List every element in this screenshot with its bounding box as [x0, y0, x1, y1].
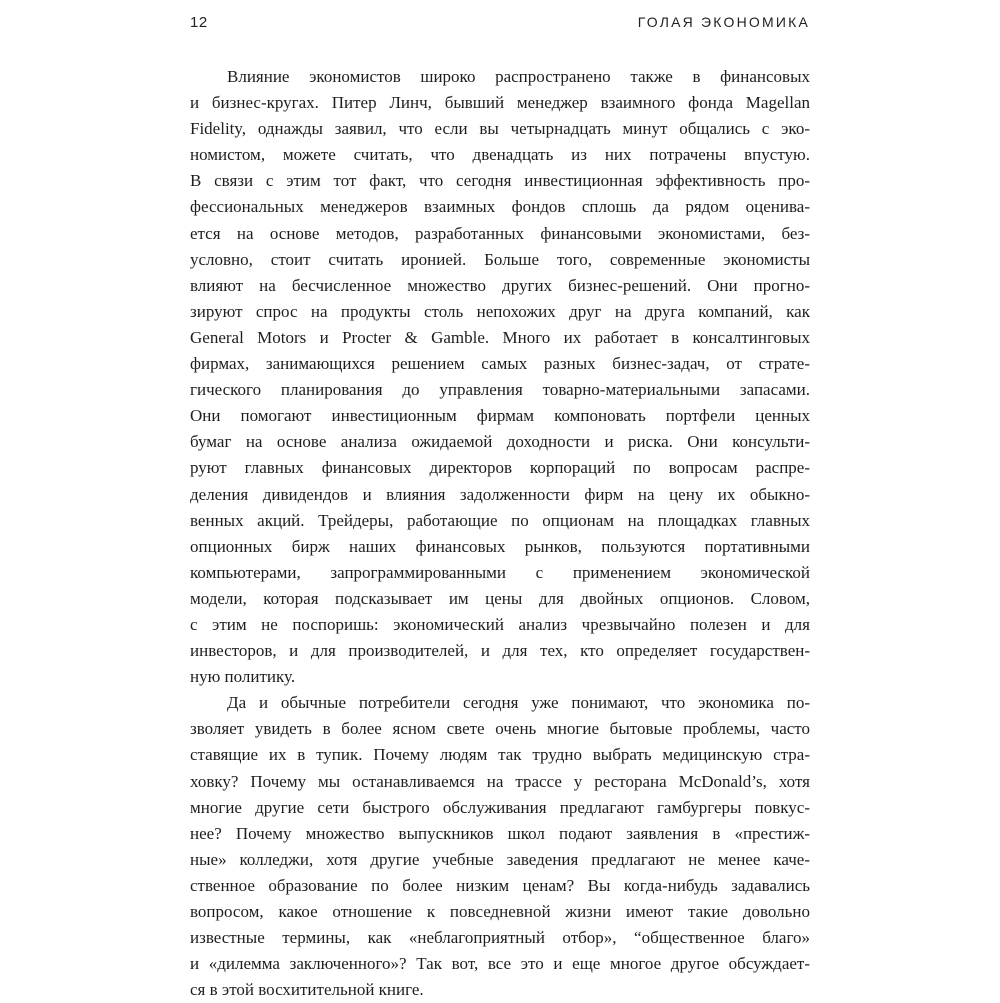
text-line: фессиональных менеджеров взаимных фондов сплошь да рядом оценива- — [190, 197, 810, 217]
text-line: влияют на бесчисленное множество других бизнес-решений. Они прогно- — [190, 275, 810, 295]
text-line: Влияние экономистов широко распространено также в финансовых — [227, 67, 810, 86]
text-line: опционных бирж наших финансовых рынков, пользуются портативными — [190, 536, 810, 556]
text-line: Они помогают инвестиционным фирмам компоновать портфели ценных — [190, 406, 810, 426]
text-line: с этим не поспоришь: экономический анализ чрезвычайно полезен и для — [190, 614, 810, 634]
body-text — [190, 64, 810, 1003]
paragraph — [190, 64, 810, 690]
text-line: модели, которая подсказывает им цены для двойных опционов. Словом, — [190, 588, 810, 608]
text-line: зволяет увидеть в более ясном свете очень многие бытовые проблемы, часто — [190, 719, 810, 739]
text-line: и «дилемма заключенного»? Так вот, все это и еще многое другое обсуждает- — [190, 954, 810, 974]
page-number: 12 — [190, 14, 208, 31]
text-line: венных акций. Трейдеры, работающие по опционам на площадках главных — [190, 510, 810, 530]
text-line: бумаг на основе анализа ожидаемой доходности и риска. Они консульти- — [190, 432, 810, 452]
text-line: инвесторов, и для производителей, и для тех, кто определяет государствен- — [190, 641, 810, 661]
running-title: ГОЛАЯ ЭКОНОМИКА — [637, 14, 810, 30]
text-line: фирмах, занимающихся решением самых разных бизнес-задач, от страте- — [190, 354, 810, 374]
text-line: Fidelity, однажды заявил, что если вы четырнадцать минут общались с эко- — [190, 119, 810, 139]
text-line: General Motors и Procter & Gamble. Много их работает в консалтинговых — [190, 327, 810, 347]
text-line: и бизнес-кругах. Питер Линч, бывший менеджер взаимного фонда Magellan — [190, 93, 810, 113]
paragraph — [190, 690, 810, 1003]
text-line: ется на основе методов, разработанных финансовыми экономистами, без- — [190, 223, 810, 243]
text-line: вопросом, какое отношение к повседневной жизни имеют такие довольно — [190, 902, 810, 921]
text-line: условно, стоит считать иронией. Больше того, современные экономисты — [190, 249, 810, 269]
text-line: ховку? Почему мы останавливаемся на трассе у ресторана McDonald’s, хотя — [190, 771, 810, 791]
text-line: многие другие сети быстрого обслуживания предлагают гамбургеры повкус- — [190, 797, 810, 817]
text-line: деления дивидендов и влияния задолженности фирм на цену их обыкно- — [190, 484, 810, 504]
page-header — [190, 14, 810, 38]
text-line: ся в этой восхитительной книге. — [190, 980, 424, 1000]
text-line: компьютерами, запрограммированными с применением экономической — [190, 562, 810, 582]
text-line: гического планирования до управления товарно-материальными запасами. — [190, 380, 810, 400]
text-line: ную политику. — [190, 667, 296, 687]
text-line: номистом, можете считать, что двенадцать из них потрачены впустую. — [190, 145, 810, 165]
text-line: известные термины, как «неблагоприятный отбор», “общественное благо» — [190, 928, 810, 948]
text-line: зируют спрос на продукты столь непохожих друг на друга компаний, как — [190, 301, 810, 321]
text-line: В связи с этим тот факт, что сегодня инвестиционная эффективность про- — [190, 171, 810, 191]
text-line: ставящие их в тупик. Почему людям так трудно выбрать медицинскую стра- — [190, 745, 810, 765]
text-line: Да и обычные потребители сегодня уже понимают, что экономика по- — [227, 693, 810, 713]
text-line: нее? Почему множество выпускников школ подают заявления в «престиж- — [190, 823, 810, 843]
text-line: ственное образование по более низким ценам? Вы когда-нибудь задавались — [190, 875, 810, 895]
text-line: ные» колледжи, хотя другие учебные заведения предлагают не менее каче- — [190, 849, 810, 869]
text-line: руют главных финансовых директоров корпораций по вопросам распре- — [190, 458, 810, 478]
